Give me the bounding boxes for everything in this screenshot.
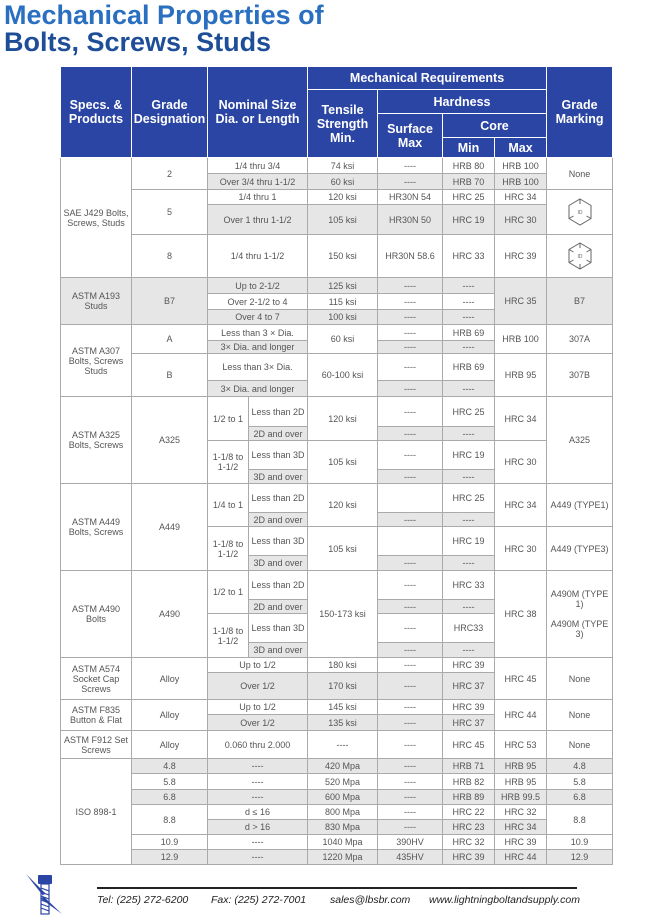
min-cell: HRC33 bbox=[443, 614, 495, 643]
min-cell: HRC 22 bbox=[443, 805, 495, 820]
tensile-cell: ---- bbox=[308, 731, 378, 759]
table-row bbox=[61, 835, 613, 850]
surface-cell: ---- bbox=[378, 278, 443, 294]
min-cell: HRC 39 bbox=[443, 700, 495, 715]
max-cell: HRC 30 bbox=[495, 527, 547, 571]
tensile-cell: 1220 Mpa bbox=[308, 850, 378, 865]
surface-cell: ---- bbox=[378, 310, 443, 325]
surface-cell: ---- bbox=[378, 673, 443, 700]
svg-text:ID: ID bbox=[577, 254, 583, 260]
marking-cell bbox=[547, 571, 613, 658]
size-cell: 1/4 thru 1 bbox=[208, 190, 308, 205]
grade-cell: 2 bbox=[132, 158, 208, 190]
min-cell: ---- bbox=[443, 278, 495, 294]
dia-cell: 1/2 to 1 bbox=[208, 397, 249, 441]
min-cell: HRB 71 bbox=[443, 759, 495, 774]
grade-cell: 12.9 bbox=[132, 850, 208, 865]
title-line-2: Bolts, Screws, Studs bbox=[4, 27, 272, 57]
length-cell: Less than 3D bbox=[249, 614, 308, 643]
marking-cell: None bbox=[547, 158, 613, 190]
surface-cell: HR30N 58.6 bbox=[378, 235, 443, 278]
surface-cell: ---- bbox=[378, 614, 443, 643]
length-cell: Less than 2D bbox=[249, 397, 308, 427]
header-core: Core bbox=[443, 114, 547, 138]
size-cell: 1/4 thru 1-1/2 bbox=[208, 235, 308, 278]
spec-cell: ASTM A307 Bolts, Screws Studs bbox=[61, 325, 132, 397]
size-cell: ---- bbox=[208, 790, 308, 805]
marking-cell: 307A bbox=[547, 325, 613, 354]
spec-cell: ASTM A490 Bolts bbox=[61, 571, 132, 658]
dia-cell: 1-1/8 to 1-1/2 bbox=[208, 527, 249, 571]
tensile-cell: 420 Mpa bbox=[308, 759, 378, 774]
max-cell: HRC 34 bbox=[495, 190, 547, 205]
length-cell: 3D and over bbox=[249, 470, 308, 484]
table-row bbox=[61, 790, 613, 805]
spec-cell: SAE J429 Bolts, Screws, Studs bbox=[61, 158, 132, 278]
min-cell: ---- bbox=[443, 600, 495, 614]
marking-cell: None bbox=[547, 700, 613, 731]
tensile-cell: 135 ksi bbox=[308, 715, 378, 731]
surface-cell: ---- bbox=[378, 731, 443, 759]
size-cell: Less than 3 × Dia. bbox=[208, 325, 308, 341]
marking-cell: None bbox=[547, 731, 613, 759]
marking-cell: 307B bbox=[547, 354, 613, 397]
length-cell: 3D and over bbox=[249, 643, 308, 658]
min-cell: HRC 39 bbox=[443, 658, 495, 673]
tensile-cell: 120 ksi bbox=[308, 484, 378, 527]
table-row bbox=[61, 700, 613, 715]
surface-cell: ---- bbox=[378, 600, 443, 614]
max-cell: HRC 30 bbox=[495, 441, 547, 484]
table-row bbox=[61, 571, 613, 600]
min-cell: ---- bbox=[443, 556, 495, 571]
min-cell: ---- bbox=[443, 513, 495, 527]
surface-cell: ---- bbox=[378, 820, 443, 835]
dia-cell: 1-1/8 to 1-1/2 bbox=[208, 614, 249, 658]
footer-website[interactable]: www.lightningboltandsupply.com bbox=[429, 894, 580, 906]
size-cell: Over 3/4 thru 1-1/2 bbox=[208, 174, 308, 190]
size-cell: Over 4 to 7 bbox=[208, 310, 308, 325]
max-cell: HRC 39 bbox=[495, 235, 547, 278]
table-row bbox=[61, 805, 613, 820]
size-cell: ---- bbox=[208, 850, 308, 865]
grade-cell: A490 bbox=[132, 571, 208, 658]
min-cell: HRC 37 bbox=[443, 715, 495, 731]
marking-cell: A449 (TYPE3) bbox=[547, 527, 613, 571]
surface-cell: ---- bbox=[378, 294, 443, 310]
marking-type3: A490M (TYPE 3) bbox=[550, 619, 609, 639]
min-cell: HRC 32 bbox=[443, 835, 495, 850]
size-cell: Up to 1/2 bbox=[208, 700, 308, 715]
size-cell: 3× Dia. and longer bbox=[208, 341, 308, 354]
footer-tel: Tel: (225) 272-6200 bbox=[97, 894, 189, 906]
spec-cell: ASTM A449 Bolts, Screws bbox=[61, 484, 132, 571]
surface-cell: ---- bbox=[378, 700, 443, 715]
size-cell: d ≤ 16 bbox=[208, 805, 308, 820]
max-cell: HRC 44 bbox=[495, 700, 547, 731]
marking-cell: A325 bbox=[547, 397, 613, 484]
table-row bbox=[61, 190, 613, 205]
max-cell: HRB 100 bbox=[495, 325, 547, 354]
tensile-cell: 105 ksi bbox=[308, 441, 378, 484]
max-cell: HRC 34 bbox=[495, 820, 547, 835]
tensile-cell: 150-173 ksi bbox=[308, 571, 378, 658]
surface-cell bbox=[378, 527, 443, 556]
dia-cell: 1-1/8 to 1-1/2 bbox=[208, 441, 249, 484]
tensile-cell: 105 ksi bbox=[308, 527, 378, 571]
surface-cell: ---- bbox=[378, 774, 443, 790]
header-marking: Grade Marking bbox=[547, 67, 613, 158]
size-cell: 3× Dia. and longer bbox=[208, 381, 308, 397]
marking-cell: 5.8 bbox=[547, 774, 613, 790]
size-cell: Up to 1/2 bbox=[208, 658, 308, 673]
surface-cell: ---- bbox=[378, 441, 443, 470]
min-cell: ---- bbox=[443, 381, 495, 397]
grade-cell: A449 bbox=[132, 484, 208, 571]
min-cell: ---- bbox=[443, 310, 495, 325]
dia-cell: 1/2 to 1 bbox=[208, 571, 249, 614]
length-cell: 2D and over bbox=[249, 427, 308, 441]
tensile-cell: 120 ksi bbox=[308, 397, 378, 441]
min-cell: HRB 70 bbox=[443, 174, 495, 190]
surface-cell: ---- bbox=[378, 397, 443, 427]
surface-cell: ---- bbox=[378, 643, 443, 658]
min-cell: HRC 19 bbox=[443, 441, 495, 470]
surface-cell: ---- bbox=[378, 470, 443, 484]
min-cell: ---- bbox=[443, 427, 495, 441]
header-hardness: Hardness bbox=[378, 90, 547, 114]
lightning-bolt-logo-icon bbox=[22, 872, 68, 918]
spec-cell: ASTM A325 Bolts, Screws bbox=[61, 397, 132, 484]
tensile-cell: 800 Mpa bbox=[308, 805, 378, 820]
max-cell: HRB 95 bbox=[495, 354, 547, 397]
min-cell: HRC 37 bbox=[443, 673, 495, 700]
surface-cell: ---- bbox=[378, 354, 443, 381]
tensile-cell: 115 ksi bbox=[308, 294, 378, 310]
length-cell: Less than 3D bbox=[249, 527, 308, 556]
table-row bbox=[61, 235, 613, 278]
surface-cell: ---- bbox=[378, 759, 443, 774]
tensile-cell: 74 ksi bbox=[308, 158, 378, 174]
marking-cell bbox=[547, 235, 613, 278]
tensile-cell: 100 ksi bbox=[308, 310, 378, 325]
min-cell: HRC 23 bbox=[443, 820, 495, 835]
surface-cell: ---- bbox=[378, 174, 443, 190]
tensile-cell: 105 ksi bbox=[308, 205, 378, 235]
table-row bbox=[61, 397, 613, 427]
marking-cell: 10.9 bbox=[547, 835, 613, 850]
surface-cell: ---- bbox=[378, 556, 443, 571]
marking-cell: A449 (TYPE1) bbox=[547, 484, 613, 527]
max-cell: HRC 44 bbox=[495, 850, 547, 865]
table-row bbox=[61, 850, 613, 865]
header-max: Max bbox=[495, 138, 547, 158]
surface-cell: ---- bbox=[378, 427, 443, 441]
marking-type1: A490M (TYPE 1) bbox=[550, 589, 609, 609]
grade-cell: 5 bbox=[132, 190, 208, 235]
size-cell: Less than 3× Dia. bbox=[208, 354, 308, 381]
min-cell: ---- bbox=[443, 341, 495, 354]
surface-cell: ---- bbox=[378, 805, 443, 820]
surface-cell: ---- bbox=[378, 381, 443, 397]
tensile-cell: 1040 Mpa bbox=[308, 835, 378, 850]
grade-cell: Alloy bbox=[132, 700, 208, 731]
spec-cell: ASTM F912 Set Screws bbox=[61, 731, 132, 759]
tensile-cell: 520 Mpa bbox=[308, 774, 378, 790]
hex-6-lines-icon bbox=[565, 241, 595, 271]
max-cell: HRC 34 bbox=[495, 484, 547, 527]
max-cell: HRC 39 bbox=[495, 835, 547, 850]
min-cell: HRB 69 bbox=[443, 325, 495, 341]
table-row bbox=[61, 278, 613, 294]
size-cell: Over 1/2 bbox=[208, 673, 308, 700]
max-cell: HRC 30 bbox=[495, 205, 547, 235]
surface-cell: ---- bbox=[378, 341, 443, 354]
tensile-cell: 145 ksi bbox=[308, 700, 378, 715]
table-row bbox=[61, 158, 613, 174]
min-cell: HRC 25 bbox=[443, 397, 495, 427]
min-cell: ---- bbox=[443, 643, 495, 658]
length-cell: 2D and over bbox=[249, 513, 308, 527]
marking-cell: 12.9 bbox=[547, 850, 613, 865]
table-row bbox=[61, 484, 613, 513]
min-cell: ---- bbox=[443, 470, 495, 484]
surface-cell: ---- bbox=[378, 571, 443, 600]
dia-cell: 1/4 to 1 bbox=[208, 484, 249, 527]
grade-cell: Alloy bbox=[132, 731, 208, 759]
grade-cell: 5.8 bbox=[132, 774, 208, 790]
size-cell: Up to 2-1/2 bbox=[208, 278, 308, 294]
grade-cell: Alloy bbox=[132, 658, 208, 700]
header-specs: Specs. & Products bbox=[61, 67, 132, 158]
min-cell: HRC 33 bbox=[443, 571, 495, 600]
spec-cell: ISO 898-1 bbox=[61, 759, 132, 865]
size-cell: Over 1 thru 1-1/2 bbox=[208, 205, 308, 235]
header-min: Min bbox=[443, 138, 495, 158]
footer-divider bbox=[97, 887, 577, 889]
page-title bbox=[4, 2, 324, 56]
min-cell: HRC 45 bbox=[443, 731, 495, 759]
marking-cell: 8.8 bbox=[547, 805, 613, 835]
size-cell: Over 2-1/2 to 4 bbox=[208, 294, 308, 310]
min-cell: ---- bbox=[443, 294, 495, 310]
grade-cell: 6.8 bbox=[132, 790, 208, 805]
surface-cell: ---- bbox=[378, 158, 443, 174]
min-cell: HRC 25 bbox=[443, 190, 495, 205]
table-row bbox=[61, 759, 613, 774]
surface-cell: ---- bbox=[378, 790, 443, 805]
min-cell: HRB 82 bbox=[443, 774, 495, 790]
length-cell: Less than 2D bbox=[249, 571, 308, 600]
max-cell: HRB 99.5 bbox=[495, 790, 547, 805]
tensile-cell: 60 ksi bbox=[308, 325, 378, 354]
surface-cell: ---- bbox=[378, 715, 443, 731]
tensile-cell: 150 ksi bbox=[308, 235, 378, 278]
length-cell: Less than 2D bbox=[249, 484, 308, 513]
spec-cell: ASTM F835 Button & Flat bbox=[61, 700, 132, 731]
footer-email[interactable]: sales@lbsbr.com bbox=[330, 894, 411, 906]
max-cell: HRB 100 bbox=[495, 158, 547, 174]
marking-cell: 4.8 bbox=[547, 759, 613, 774]
marking-cell: B7 bbox=[547, 278, 613, 325]
grade-cell: 4.8 bbox=[132, 759, 208, 774]
header-grade: Grade Designation bbox=[132, 67, 208, 158]
size-cell: 1/4 thru 3/4 bbox=[208, 158, 308, 174]
header-surface: Surface Max bbox=[378, 114, 443, 158]
grade-cell: 8.8 bbox=[132, 805, 208, 835]
size-cell: ---- bbox=[208, 835, 308, 850]
tensile-cell: 600 Mpa bbox=[308, 790, 378, 805]
min-cell: HRC 19 bbox=[443, 527, 495, 556]
grade-cell: A bbox=[132, 325, 208, 354]
tensile-cell: 830 Mpa bbox=[308, 820, 378, 835]
max-cell: HRB 95 bbox=[495, 774, 547, 790]
max-cell: HRB 100 bbox=[495, 174, 547, 190]
tensile-cell: 125 ksi bbox=[308, 278, 378, 294]
spec-cell: ASTM A193 Studs bbox=[61, 278, 132, 325]
table-row bbox=[61, 774, 613, 790]
header-nominal: Nominal Size Dia. or Length bbox=[208, 67, 308, 158]
surface-cell: HR30N 54 bbox=[378, 190, 443, 205]
size-cell: ---- bbox=[208, 774, 308, 790]
min-cell: HRC 25 bbox=[443, 484, 495, 513]
header-tensile: Tensile Strength Min. bbox=[308, 90, 378, 158]
tensile-cell: 60 ksi bbox=[308, 174, 378, 190]
size-cell: d > 16 bbox=[208, 820, 308, 835]
grade-cell: 10.9 bbox=[132, 835, 208, 850]
title-line-1: Mechanical Properties of bbox=[4, 0, 324, 30]
length-cell: Less than 3D bbox=[249, 441, 308, 470]
size-cell: 0.060 thru 2.000 bbox=[208, 731, 308, 759]
table-row bbox=[61, 731, 613, 759]
grade-cell: A325 bbox=[132, 397, 208, 484]
tensile-cell: 170 ksi bbox=[308, 673, 378, 700]
surface-cell: ---- bbox=[378, 658, 443, 673]
tensile-cell: 120 ksi bbox=[308, 190, 378, 205]
min-cell: HRB 89 bbox=[443, 790, 495, 805]
max-cell: HRC 53 bbox=[495, 731, 547, 759]
length-cell: 2D and over bbox=[249, 600, 308, 614]
marking-cell: 6.8 bbox=[547, 790, 613, 805]
min-cell: HRC 39 bbox=[443, 850, 495, 865]
surface-cell: 435HV bbox=[378, 850, 443, 865]
marking-cell: None bbox=[547, 658, 613, 700]
length-cell: 3D and over bbox=[249, 556, 308, 571]
surface-cell: 390HV bbox=[378, 835, 443, 850]
min-cell: HRC 33 bbox=[443, 235, 495, 278]
max-cell: HRC 35 bbox=[495, 278, 547, 325]
max-cell: HRB 95 bbox=[495, 759, 547, 774]
size-cell: Over 1/2 bbox=[208, 715, 308, 731]
mechanical-properties-table bbox=[60, 66, 613, 865]
surface-cell: ---- bbox=[378, 513, 443, 527]
tensile-cell: 60-100 ksi bbox=[308, 354, 378, 397]
surface-cell: HR30N 50 bbox=[378, 205, 443, 235]
svg-text:ID: ID bbox=[577, 210, 583, 216]
marking-cell bbox=[547, 190, 613, 235]
table-row bbox=[61, 658, 613, 673]
grade-cell: 8 bbox=[132, 235, 208, 278]
table-row bbox=[61, 325, 613, 341]
max-cell: HRC 38 bbox=[495, 571, 547, 658]
surface-cell bbox=[378, 484, 443, 513]
surface-cell: ---- bbox=[378, 325, 443, 341]
min-cell: HRB 69 bbox=[443, 354, 495, 381]
table-row bbox=[61, 354, 613, 381]
header-mech: Mechanical Requirements bbox=[308, 67, 547, 90]
min-cell: HRC 19 bbox=[443, 205, 495, 235]
hex-3-lines-icon bbox=[565, 197, 595, 227]
footer-fax: Fax: (225) 272-7001 bbox=[211, 894, 307, 906]
tensile-cell: 180 ksi bbox=[308, 658, 378, 673]
max-cell: HRC 32 bbox=[495, 805, 547, 820]
max-cell: HRC 45 bbox=[495, 658, 547, 700]
grade-cell: B bbox=[132, 354, 208, 397]
grade-cell: B7 bbox=[132, 278, 208, 325]
max-cell: HRC 34 bbox=[495, 397, 547, 441]
spec-cell: ASTM A574 Socket Cap Screws bbox=[61, 658, 132, 700]
size-cell: ---- bbox=[208, 759, 308, 774]
min-cell: HRB 80 bbox=[443, 158, 495, 174]
